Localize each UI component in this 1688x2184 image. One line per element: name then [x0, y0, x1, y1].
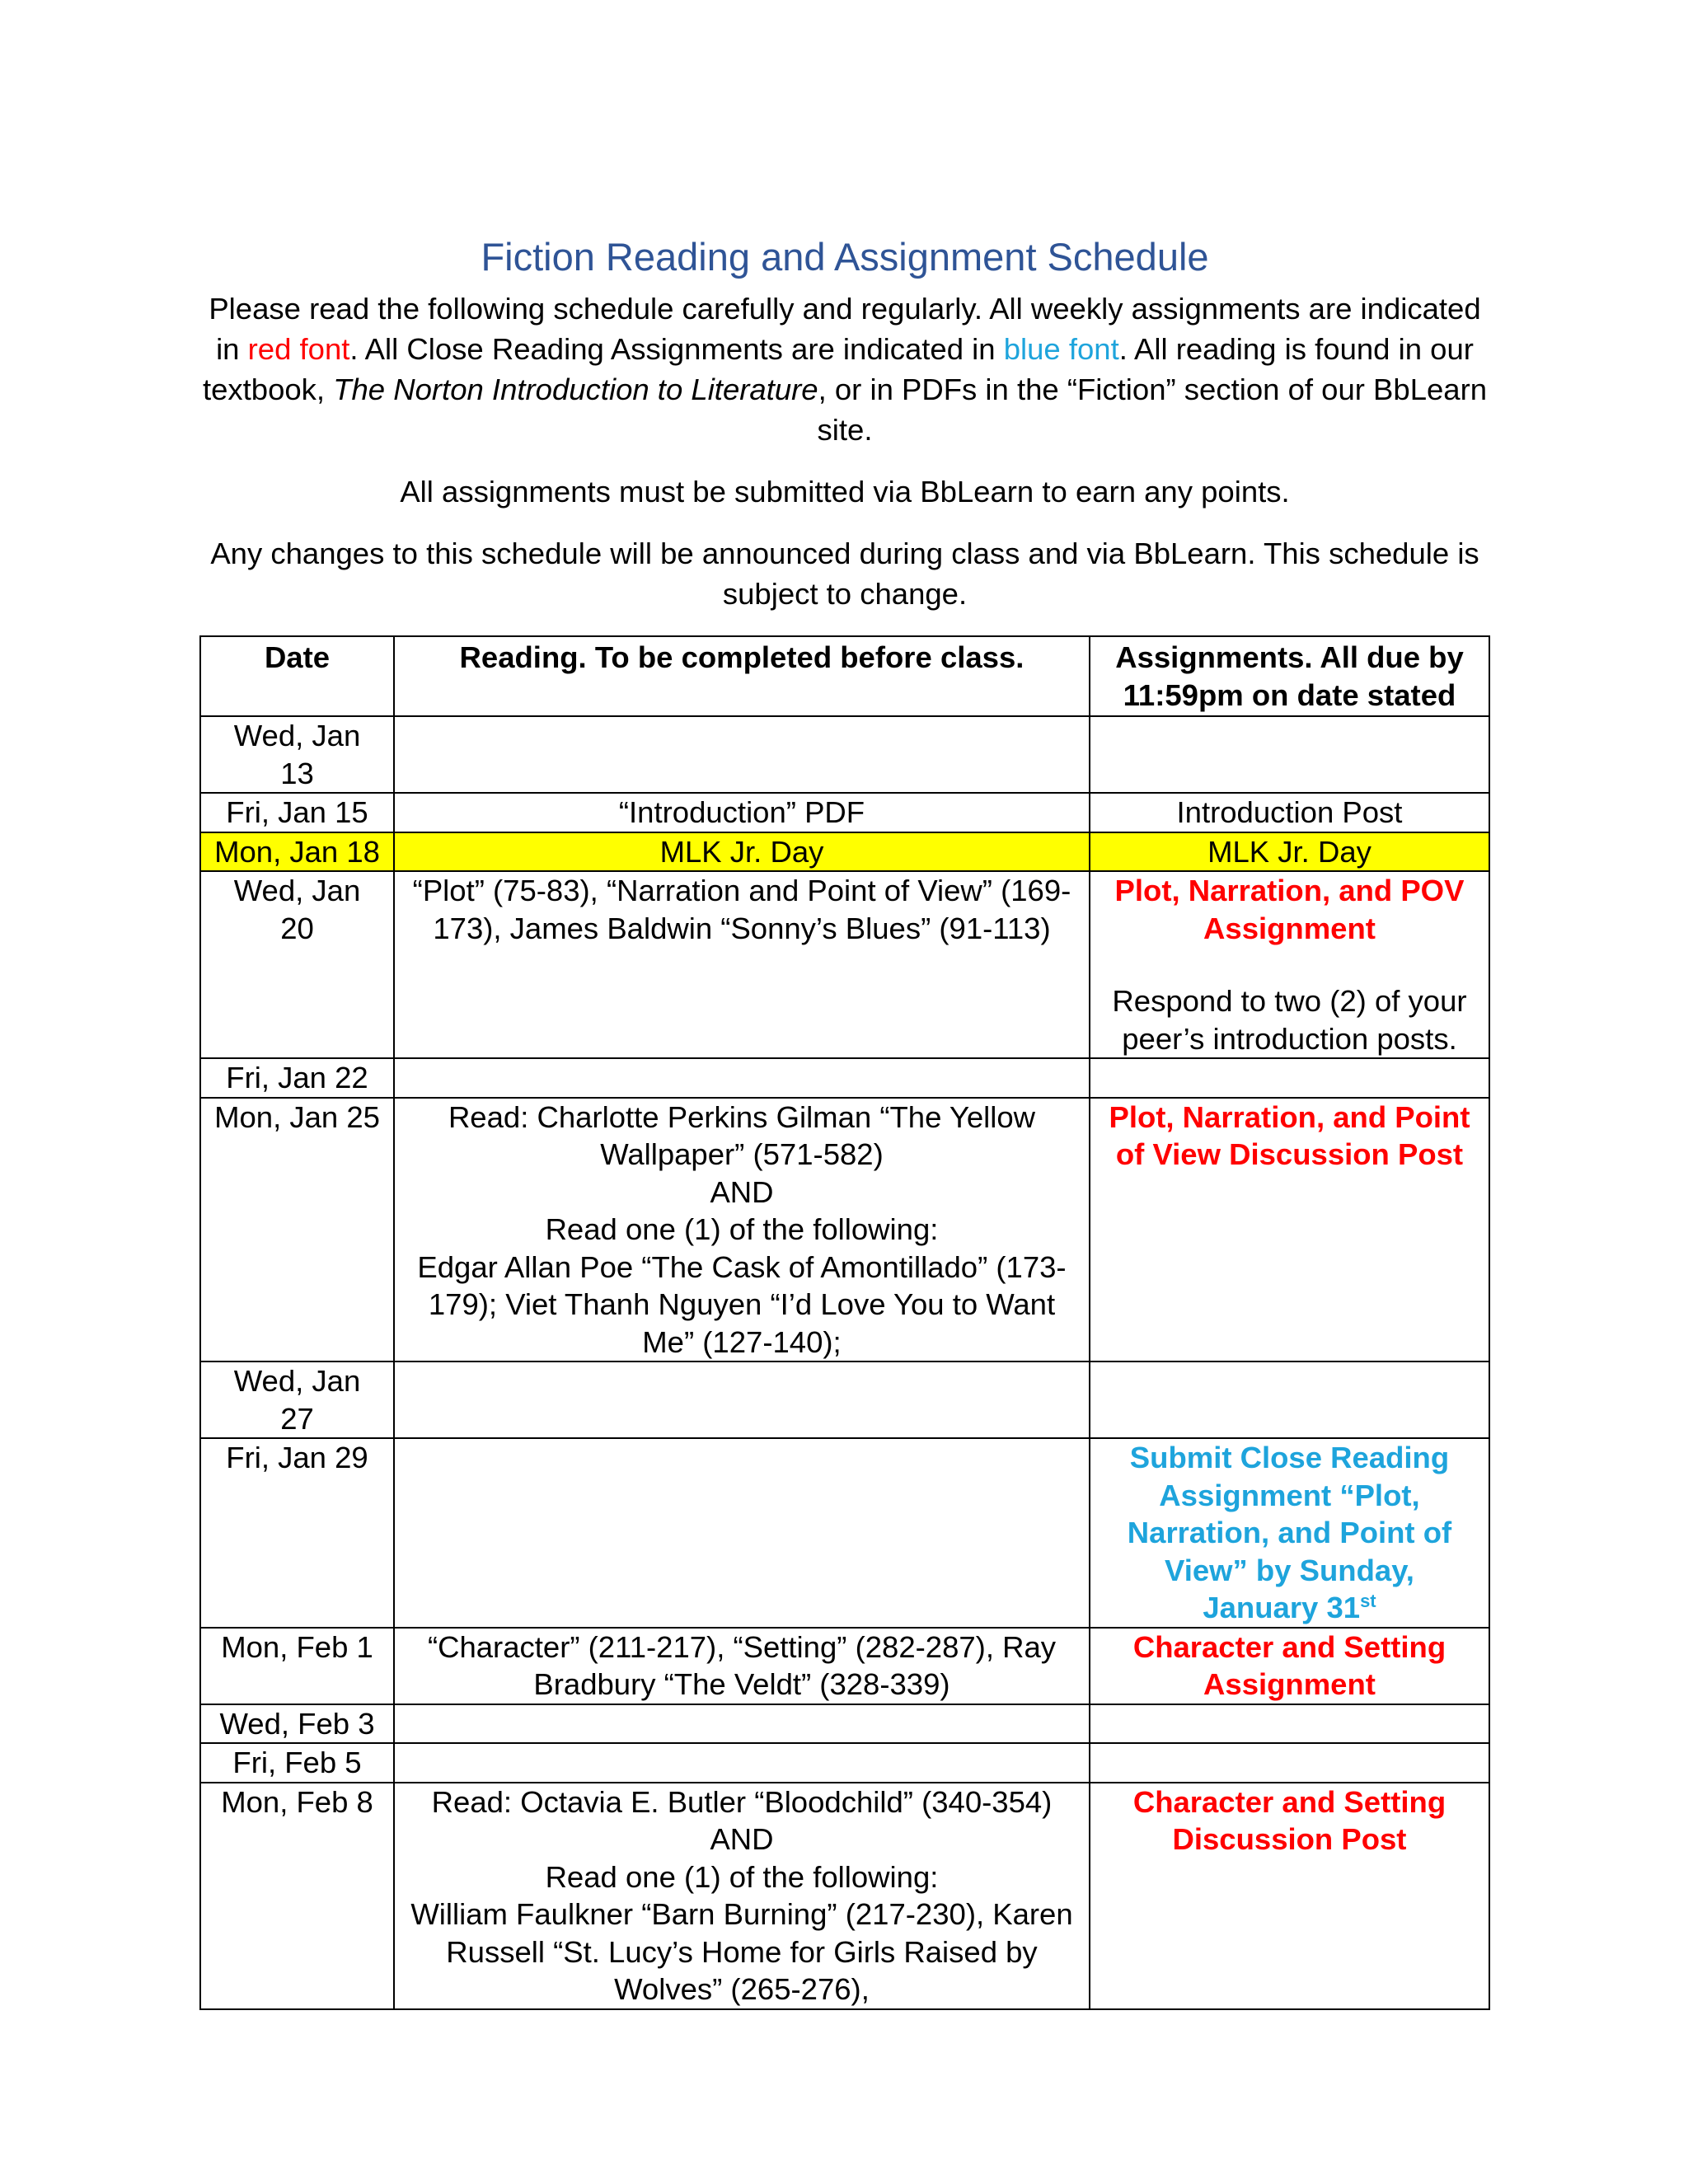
page-title: Fiction Reading and Assignment Schedule — [481, 235, 1209, 279]
reading-line: AND — [710, 1174, 774, 1209]
ordinal-suffix: st — [1360, 1590, 1376, 1611]
table-row — [200, 871, 1489, 1058]
reading-cell: “Introduction” PDF — [394, 793, 1090, 832]
blue-font-label: blue font — [1003, 332, 1119, 366]
reading-cell — [394, 1361, 1090, 1438]
date-cell: Wed, Jan 20 — [200, 871, 394, 1058]
reading-line: Read: Charlotte Perkins Gilman “The Yellow Wallpaper” (571-582) — [448, 1099, 1036, 1171]
intro-text: . All reading is found in our textbook, — [202, 332, 1474, 406]
table-row — [200, 1743, 1489, 1783]
date-cell: Mon, Feb 8 — [200, 1783, 394, 2009]
table-row — [200, 1783, 1489, 2009]
date-cell: Fri, Jan 29 — [200, 1438, 394, 1628]
reading-cell — [394, 1743, 1090, 1783]
intro-text: , or in PDFs in the “Fiction” section of our BbLearn site. — [817, 373, 1488, 447]
date-cell: Mon, Jan 18 — [200, 832, 394, 872]
assignment-cell: Plot, Narration, and Point of View Discussion Post — [1090, 1098, 1489, 1362]
assignment-cell — [1090, 1058, 1489, 1098]
header-assignments: Assignments. All due by 11:59pm on date stated — [1090, 636, 1489, 716]
weekly-assignment: Plot, Narration, and POV Assignment — [1114, 874, 1465, 945]
reading-cell — [394, 1438, 1090, 1628]
date-cell: Mon, Feb 1 — [200, 1628, 394, 1704]
red-font-label: red font — [247, 332, 350, 366]
reading-line: Edgar Allan Poe “The Cask of Amontillado” (173-179); Viet Thanh Nguyen “I’d Love You to Want Me” (127-140); — [417, 1249, 1067, 1359]
reading-cell — [394, 1058, 1090, 1098]
assignment-cell — [1090, 1743, 1489, 1783]
reading-line: William Faulkner “Barn Burning” (217-230), Karen Russell “St. Lucy’s Home for Girls Raised by Wolves” (265-276), — [410, 1897, 1073, 2006]
reading-cell: “Character” (211-217), “Setting” (282-287), Ray Bradbury “The Veldt” (328-339) — [394, 1628, 1090, 1704]
reading-line: Read one (1) of the following: — [545, 1212, 939, 1246]
date-cell: Fri, Jan 15 — [200, 793, 394, 832]
reading-cell: MLK Jr. Day — [394, 832, 1090, 872]
intro-paragraph — [199, 288, 1490, 450]
schedule-table — [199, 635, 1490, 2010]
reading-cell — [394, 716, 1090, 793]
assignment-cell — [1090, 1361, 1489, 1438]
reading-cell: “Plot” (75-83), “Narration and Point of View” (169-173), James Baldwin “Sonny’s Blues” (91-113) — [394, 871, 1090, 1058]
assignment-cell — [1090, 1704, 1489, 1744]
header-date: Date — [200, 636, 394, 716]
changes-note: Any changes to this schedule will be announced during class and via BbLearn. This schedule is subject to change. — [210, 537, 1479, 611]
assignment-note: Respond to two (2) of your peer’s introduction posts. — [1112, 984, 1467, 1056]
date-cell: Wed, Feb 3 — [200, 1704, 394, 1744]
reading-cell — [394, 1704, 1090, 1744]
reading-line: Read: Octavia E. Butler “Bloodchild” (340-354) — [431, 1784, 1053, 1819]
intro-text: . All Close Reading Assignments are indicated in — [349, 332, 1004, 366]
assignment-cell: MLK Jr. Day — [1090, 832, 1489, 872]
table-row — [200, 1704, 1489, 1744]
table-row — [200, 1628, 1489, 1704]
reading-line: AND — [710, 1822, 774, 1856]
date-cell: Fri, Jan 22 — [200, 1058, 394, 1098]
close-reading-assignment: Submit Close Reading Assignment “Plot, Narration, and Point of View” by Sunday, January 31 — [1127, 1441, 1452, 1624]
assignment-cell: Introduction Post — [1090, 793, 1489, 832]
intro-text: Please read the following schedule carefully and regularly. All weekly assignments are indicated in — [209, 292, 1481, 366]
table-row — [200, 716, 1489, 793]
table-row-holiday — [200, 832, 1489, 872]
table-header-row — [200, 636, 1489, 716]
assignment-cell: Character and Setting Discussion Post — [1090, 1783, 1489, 2009]
textbook-title: The Norton Introduction to Literature — [333, 373, 818, 406]
table-row — [200, 1098, 1489, 1362]
date-cell: Wed, Jan 27 — [200, 1361, 394, 1438]
table-row — [200, 1361, 1489, 1438]
assignment-cell — [1090, 1438, 1489, 1628]
date-cell: Fri, Feb 5 — [200, 1743, 394, 1783]
reading-cell — [394, 1783, 1090, 2009]
reading-line: Read one (1) of the following: — [545, 1859, 939, 1894]
date-cell: Mon, Jan 25 — [200, 1098, 394, 1362]
date-cell: Wed, Jan 13 — [200, 716, 394, 793]
header-section — [199, 231, 1490, 614]
submission-note: All assignments must be submitted via BbLearn to earn any points. — [400, 475, 1290, 509]
table-row — [200, 1438, 1489, 1628]
table-row — [200, 793, 1489, 832]
header-reading: Reading. To be completed before class. — [394, 636, 1090, 716]
spacer — [1104, 947, 1475, 982]
reading-cell — [394, 1098, 1090, 1362]
table-row — [200, 1058, 1489, 1098]
assignment-cell — [1090, 871, 1489, 1058]
assignment-cell — [1090, 716, 1489, 793]
assignment-cell: Character and Setting Assignment — [1090, 1628, 1489, 1704]
